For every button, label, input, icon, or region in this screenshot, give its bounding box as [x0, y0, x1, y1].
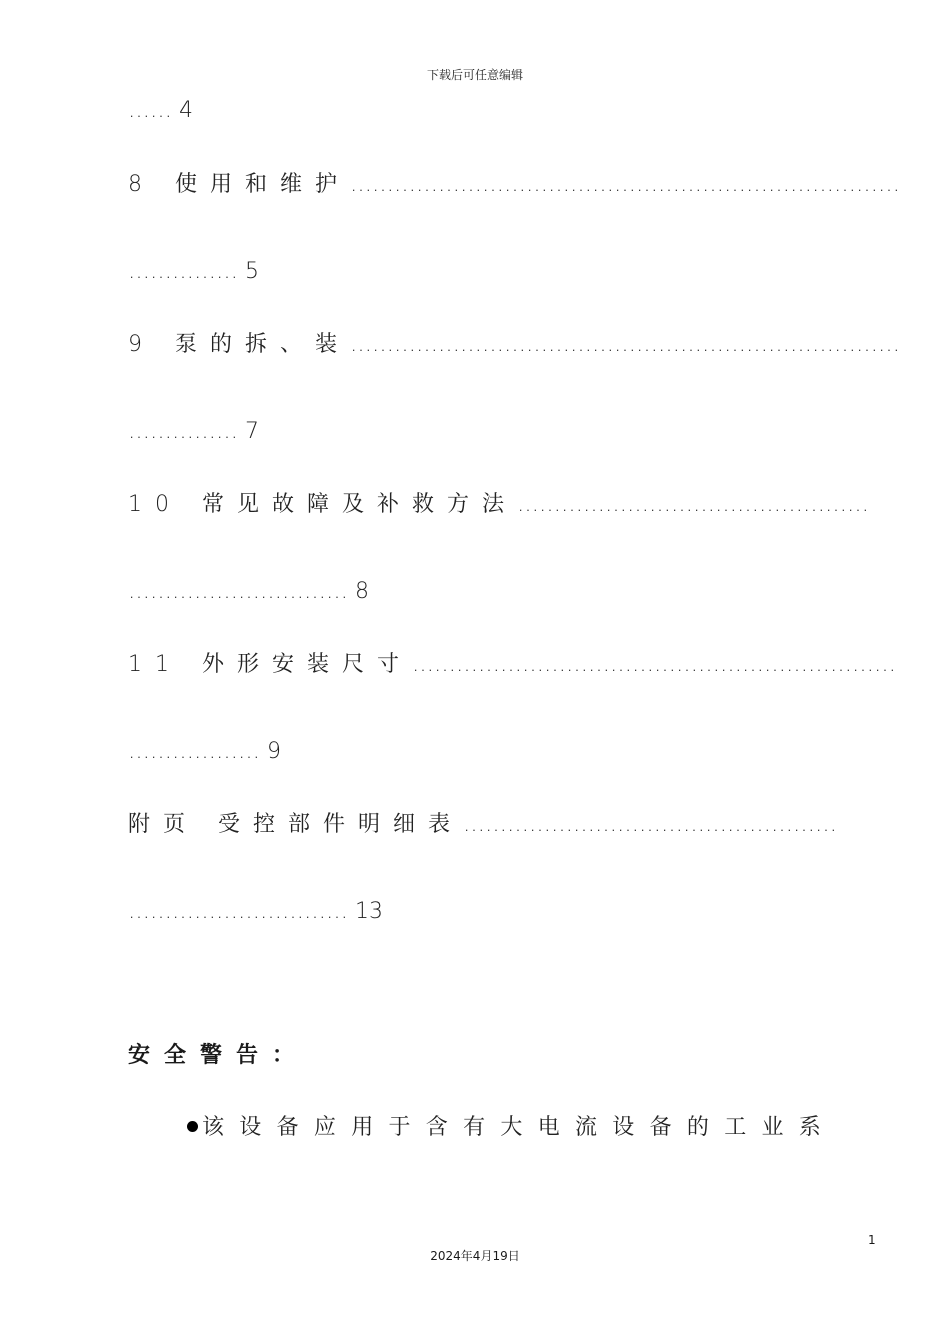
- toc-entry-9: [128, 330, 900, 360]
- toc-entry-8-title: 8 使用和维护: [128, 172, 350, 197]
- footer-date: 2024年4月19日: [430, 1249, 520, 1263]
- page-number: 1: [868, 1233, 876, 1247]
- toc-entry-11: [128, 650, 896, 680]
- toc-entry-9-title: 9 泵的拆、装: [128, 332, 350, 357]
- toc-entry-8-page: …………… 5: [128, 259, 259, 284]
- toc-entry-11-title: 11 外形安装尺寸: [128, 652, 412, 677]
- toc-entry-appendix: [128, 810, 837, 840]
- toc-entry-11-page: ……………… 9: [128, 739, 281, 764]
- toc-entry-10: [128, 490, 869, 520]
- safety-bullet-item: [187, 1110, 836, 1141]
- page-header: 下载后可任意编辑: [426, 68, 523, 82]
- toc-entry-10-leader: …………………………………………: [517, 492, 869, 517]
- toc-entry-8: [128, 170, 900, 200]
- toc-entry-appendix-page: ………………………… 13: [128, 899, 383, 924]
- toc-entry-10-page: ………………………… 8: [128, 579, 369, 604]
- safety-warning-title: 安全警告：: [128, 1043, 309, 1068]
- toc-entry-8-leader: …………………………………………………………………: [350, 172, 900, 197]
- toc-entry-appendix-leader: ……………………………………………: [463, 812, 837, 837]
- toc-entry-9-page: …………… 7: [128, 419, 259, 444]
- toc-entry-appendix-title: 附页 受控部件明细表: [128, 812, 463, 837]
- safety-bullet-text: 该设备应用于含有大电流设备的工业系: [202, 1115, 837, 1140]
- toc-entry-11-leader: …………………………………………………………: [412, 652, 896, 677]
- toc-entry-9-leader: …………………………………………………………………: [350, 332, 900, 357]
- toc-entry-10-title: 10 常见故障及补救方法: [128, 492, 517, 517]
- bullet-dot-icon: [187, 1121, 198, 1132]
- toc-continuation-4: …… 4: [128, 98, 193, 123]
